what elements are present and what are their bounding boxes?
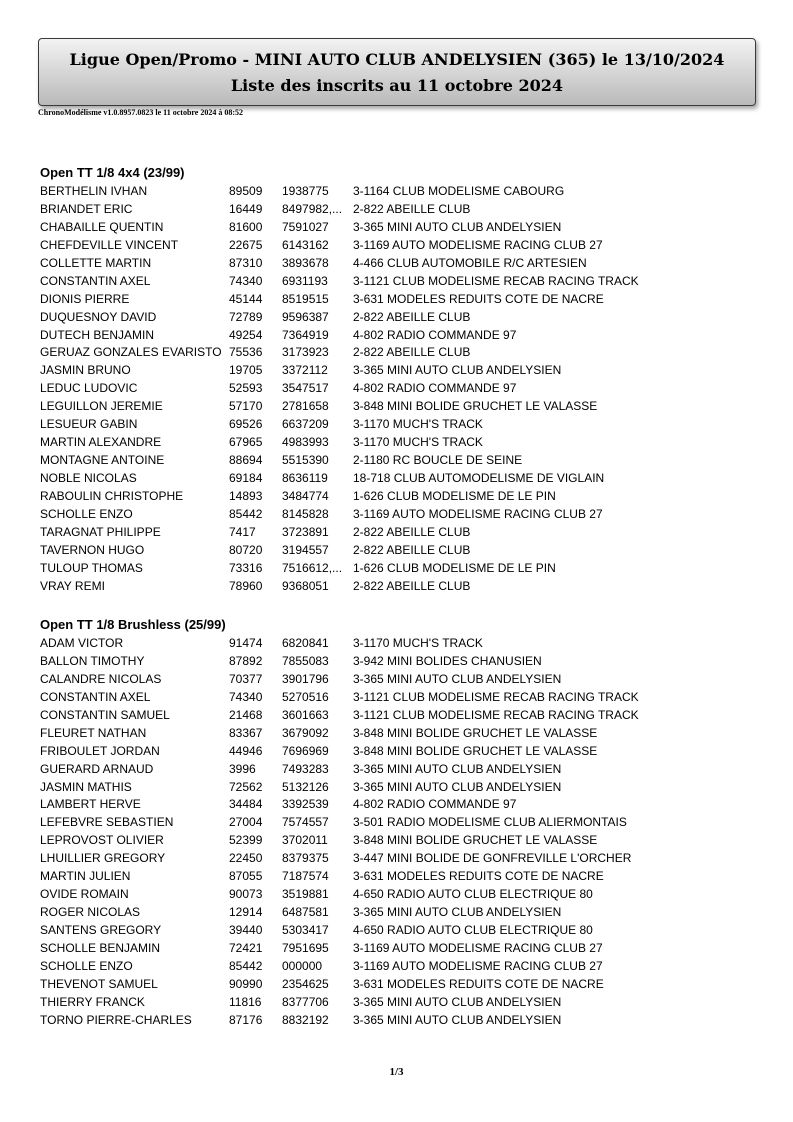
table-row — [40, 1011, 760, 1029]
driver-number: 49254 — [229, 327, 263, 342]
driver-name: LHUILLIER GREGORY — [40, 851, 166, 866]
event-title: Ligue Open/Promo - MINI AUTO CLUB ANDELYSIEN (365) le 13/10/2024 — [69, 50, 725, 69]
club-name: 3-848 MINI BOLIDE GRUCHET LE VALASSE — [353, 399, 598, 414]
driver-name: THEVENOT SAMUEL — [40, 976, 158, 991]
club-name: 1-626 CLUB MODELISME DE LE PIN — [353, 560, 556, 575]
licence-number: 2354625 — [282, 976, 329, 991]
table-row — [40, 541, 760, 559]
category-section — [40, 165, 760, 595]
driver-name: THIERRY FRANCK — [40, 994, 145, 1009]
licence-number: 6637209 — [282, 417, 329, 432]
driver-number: 80720 — [229, 542, 263, 557]
driver-name: TULOUP THOMAS — [40, 560, 143, 575]
driver-name: MARTIN JULIEN — [40, 869, 131, 884]
driver-name: FRIBOULET JORDAN — [40, 743, 160, 758]
driver-name: VRAY REMI — [40, 578, 105, 593]
club-name: 3-1170 MUCH'S TRACK — [353, 636, 483, 650]
club-name: 3-1121 CLUB MODELISME RECAB RACING TRACK — [353, 707, 639, 722]
licence-number: 3702011 — [282, 833, 328, 848]
driver-number: 73316 — [229, 560, 263, 575]
driver-name: MONTAGNE ANTOINE — [40, 453, 165, 468]
driver-number: 39440 — [229, 923, 263, 937]
table-row — [40, 559, 760, 577]
table-row — [40, 433, 760, 451]
table-row — [40, 415, 760, 433]
club-name: 4-466 CLUB AUTOMOBILE R/C ARTESIEN — [353, 255, 587, 270]
club-name: 4-802 RADIO COMMANDE 97 — [353, 381, 517, 396]
table-row — [40, 523, 760, 541]
licence-number: 3372112 — [282, 363, 328, 378]
licence-number: 2781658 — [282, 399, 329, 414]
table-row — [40, 326, 760, 344]
club-name: 3-365 MINI AUTO CLUB ANDELYSIEN — [353, 761, 562, 776]
club-name: 3-1169 AUTO MODELISME RACING CLUB 27 — [353, 940, 603, 955]
driver-name: CONSTANTIN AXEL — [40, 689, 151, 704]
table-row — [40, 957, 760, 975]
table-row — [40, 670, 760, 688]
licence-number: 4983993 — [282, 435, 329, 450]
driver-name: MARTIN ALEXANDRE — [40, 435, 162, 450]
club-name: 3-1121 CLUB MODELISME RECAB RACING TRACK — [353, 689, 639, 704]
category-title: Open TT 1/8 4x4 (23/99) — [40, 165, 185, 180]
club-name: 3-447 MINI BOLIDE DE GONFREVILLE L'ORCHER — [353, 851, 632, 866]
club-name: 2-822 ABEILLE CLUB — [353, 542, 471, 557]
table-row — [40, 652, 760, 670]
driver-number: 78960 — [229, 578, 263, 593]
driver-number: 52399 — [229, 833, 263, 848]
table-row — [40, 272, 760, 290]
table-row — [40, 505, 760, 523]
driver-number: 45144 — [229, 291, 263, 306]
licence-number: 8379375 — [282, 851, 329, 866]
driver-number: 75536 — [229, 345, 263, 360]
licence-number: 7516612,... — [282, 560, 343, 575]
driver-name: DUTECH BENJAMIN — [40, 327, 155, 342]
table-row — [40, 778, 760, 796]
driver-number: 90073 — [229, 887, 263, 902]
licence-number: 9368051 — [282, 578, 329, 593]
driver-name: SCHOLLE ENZO — [40, 958, 133, 973]
table-row — [40, 760, 760, 778]
club-name: 3-365 MINI AUTO CLUB ANDELYSIEN — [353, 671, 562, 686]
entry-list — [40, 634, 760, 1029]
licence-number: 5303417 — [282, 923, 329, 937]
club-name: 3-1169 AUTO MODELISME RACING CLUB 27 — [353, 237, 603, 252]
category-title: Open TT 1/8 Brushless (25/99) — [40, 617, 226, 632]
driver-number: 81600 — [229, 219, 263, 234]
licence-number: 3484774 — [282, 488, 329, 503]
driver-number: 12914 — [229, 905, 263, 920]
driver-name: SCHOLLE BENJAMIN — [40, 940, 161, 955]
table-row — [40, 469, 760, 487]
club-name: 3-1170 MUCH'S TRACK — [353, 435, 483, 450]
driver-number: 87176 — [229, 1012, 263, 1027]
table-row — [40, 939, 760, 957]
driver-name: LESUEUR GABIN — [40, 417, 138, 432]
driver-number: 85442 — [229, 506, 263, 521]
driver-name: CONSTANTIN SAMUEL — [40, 707, 170, 722]
club-name: 3-1164 CLUB MODELISME CABOURG — [353, 184, 565, 198]
driver-number: 83367 — [229, 725, 263, 740]
licence-number: 3547517 — [282, 381, 329, 396]
licence-number: 7591027 — [282, 219, 329, 234]
table-row — [40, 975, 760, 993]
driver-number: 22450 — [229, 851, 263, 866]
driver-number: 7417 — [229, 524, 256, 539]
driver-number: 44946 — [229, 743, 263, 758]
driver-number: 14893 — [229, 488, 263, 503]
driver-name: DUQUESNOY DAVID — [40, 309, 157, 324]
club-name: 4-802 RADIO COMMANDE 97 — [353, 327, 517, 342]
licence-number: 7187574 — [282, 869, 329, 884]
driver-number: 88694 — [229, 453, 263, 468]
table-row — [40, 236, 760, 254]
driver-number: 34484 — [229, 797, 263, 812]
table-row — [40, 993, 760, 1011]
driver-name: CALANDRE NICOLAS — [40, 671, 162, 686]
driver-name: NOBLE NICOLAS — [40, 471, 137, 485]
club-name: 3-1121 CLUB MODELISME RECAB RACING TRACK — [353, 273, 639, 288]
table-row — [40, 903, 760, 921]
driver-number: 21468 — [229, 707, 263, 722]
club-name: 3-848 MINI BOLIDE GRUCHET LE VALASSE — [353, 725, 598, 740]
driver-name: TAVERNON HUGO — [40, 542, 145, 557]
table-row — [40, 742, 760, 760]
table-row — [40, 487, 760, 505]
driver-number: 87892 — [229, 653, 263, 668]
club-name: 3-942 MINI BOLIDES CHANUSIEN — [353, 653, 542, 668]
page-number: 1/3 — [389, 1066, 404, 1078]
driver-name: JASMIN MATHIS — [40, 779, 132, 794]
club-name: 3-1169 AUTO MODELISME RACING CLUB 27 — [353, 958, 603, 973]
driver-number: 19705 — [229, 363, 263, 378]
driver-name: CONSTANTIN AXEL — [40, 273, 151, 288]
table-row — [40, 290, 760, 308]
licence-number: 3901796 — [282, 671, 329, 686]
category-section — [40, 617, 760, 1029]
driver-number: 22675 — [229, 237, 263, 252]
driver-number: 69526 — [229, 417, 263, 432]
driver-name: COLLETTE MARTIN — [40, 255, 152, 270]
club-name: 3-1170 MUCH'S TRACK — [353, 417, 483, 432]
driver-name: ADAM VICTOR — [40, 636, 124, 650]
table-row — [40, 254, 760, 272]
driver-name: LEDUC LUDOVIC — [40, 381, 138, 396]
table-row — [40, 308, 760, 326]
licence-number: 3392539 — [282, 797, 329, 812]
club-name: 2-822 ABEILLE CLUB — [353, 524, 471, 539]
table-row — [40, 343, 760, 361]
driver-name: GERUAZ GONZALES EVARISTO — [40, 345, 222, 360]
driver-name: LEGUILLON JEREMIE — [40, 399, 163, 414]
club-name: 3-365 MINI AUTO CLUB ANDELYSIEN — [353, 779, 562, 794]
club-name: 2-822 ABEILLE CLUB — [353, 345, 471, 360]
licence-number: 3601663 — [282, 707, 329, 722]
licence-number: 3194557 — [282, 542, 329, 557]
driver-name: FLEURET NATHAN — [40, 725, 147, 740]
driver-number: 74340 — [229, 689, 263, 704]
driver-number: 27004 — [229, 815, 263, 830]
club-name: 3-1169 AUTO MODELISME RACING CLUB 27 — [353, 506, 603, 521]
table-row — [40, 921, 760, 939]
driver-name: TARAGNAT PHILIPPE — [40, 524, 161, 539]
driver-name: LEPROVOST OLIVIER — [40, 833, 164, 848]
club-name: 4-802 RADIO COMMANDE 97 — [353, 797, 517, 812]
driver-name: BALLON TIMOTHY — [40, 653, 145, 668]
licence-number: 6487581 — [282, 905, 329, 920]
table-row — [40, 182, 760, 200]
driver-number: 16449 — [229, 201, 263, 216]
driver-number: 90990 — [229, 976, 263, 991]
club-name: 3-365 MINI AUTO CLUB ANDELYSIEN — [353, 905, 562, 920]
driver-name: CHEFDEVILLE VINCENT — [40, 237, 179, 252]
driver-number: 3996 — [229, 761, 256, 776]
club-name: 3-501 RADIO MODELISME CLUB ALIERMONTAIS — [353, 815, 627, 830]
driver-number: 52593 — [229, 381, 263, 396]
table-row — [40, 885, 760, 903]
driver-name: BRIANDET ERIC — [40, 201, 133, 216]
driver-number: 85442 — [229, 958, 263, 973]
driver-name: SANTENS GREGORY — [40, 923, 162, 937]
driver-number: 11816 — [229, 994, 262, 1009]
driver-number: 87055 — [229, 869, 263, 884]
driver-number: 57170 — [229, 399, 263, 414]
licence-number: 9596387 — [282, 309, 329, 324]
licence-number: 8145828 — [282, 506, 329, 521]
table-row — [40, 397, 760, 415]
club-name: 2-822 ABEILLE CLUB — [353, 309, 471, 324]
table-row — [40, 724, 760, 742]
table-row — [40, 795, 760, 813]
club-name: 2-1180 RC BOUCLE DE SEINE — [353, 453, 523, 468]
driver-name: DIONIS PIERRE — [40, 291, 130, 306]
licence-number: 3519881 — [282, 887, 329, 902]
licence-number: 5270516 — [282, 689, 329, 704]
club-name: 3-365 MINI AUTO CLUB ANDELYSIEN — [353, 219, 562, 234]
driver-number: 74340 — [229, 273, 263, 288]
licence-number: 000000 — [282, 958, 323, 973]
club-name: 3-365 MINI AUTO CLUB ANDELYSIEN — [353, 363, 562, 378]
table-row — [40, 634, 760, 652]
driver-number: 89509 — [229, 184, 263, 198]
table-row — [40, 849, 760, 867]
licence-number: 7364919 — [282, 327, 329, 342]
entry-list — [40, 182, 760, 595]
driver-name: CHABAILLE QUENTIN — [40, 219, 164, 234]
licence-number: 8497982,... — [282, 201, 343, 216]
club-name: 3-365 MINI AUTO CLUB ANDELYSIEN — [353, 994, 562, 1009]
club-name: 2-822 ABEILLE CLUB — [353, 578, 471, 593]
licence-number: 7855083 — [282, 653, 329, 668]
driver-number: 67965 — [229, 435, 263, 450]
software-version: ChronoModélisme v1.0.8957.0823 le 11 octobre 2024 à 08:52 — [38, 108, 244, 117]
licence-number: 6931193 — [282, 273, 328, 288]
driver-number: 69184 — [229, 471, 263, 485]
table-row — [40, 218, 760, 236]
driver-name: LAMBERT HERVE — [40, 797, 141, 812]
club-name: 3-848 MINI BOLIDE GRUCHET LE VALASSE — [353, 833, 598, 848]
driver-name: OVIDE ROMAIN — [40, 887, 129, 902]
table-row — [40, 577, 760, 595]
driver-name: ROGER NICOLAS — [40, 905, 141, 920]
driver-name: RABOULIN CHRISTOPHE — [40, 488, 184, 503]
driver-number: 72789 — [229, 309, 263, 324]
table-row — [40, 867, 760, 885]
table-row — [40, 706, 760, 724]
licence-number: 3893678 — [282, 255, 329, 270]
table-row — [40, 688, 760, 706]
licence-number: 3679092 — [282, 725, 329, 740]
licence-number: 6820841 — [282, 636, 329, 650]
page-header — [38, 38, 756, 106]
club-name: 3-848 MINI BOLIDE GRUCHET LE VALASSE — [353, 743, 598, 758]
driver-name: SCHOLLE ENZO — [40, 506, 133, 521]
table-row — [40, 813, 760, 831]
licence-number: 1938775 — [282, 184, 329, 198]
table-row — [40, 361, 760, 379]
licence-number: 8636119 — [282, 471, 328, 485]
licence-number: 7493283 — [282, 761, 329, 776]
driver-name: TORNO PIERRE-CHARLES — [40, 1012, 192, 1027]
driver-number: 72421 — [229, 940, 263, 955]
table-row — [40, 831, 760, 849]
licence-number: 7951695 — [282, 940, 329, 955]
table-row — [40, 451, 760, 469]
list-subtitle: Liste des inscrits au 11 octobre 2024 — [230, 76, 564, 95]
licence-number: 8519515 — [282, 291, 329, 306]
club-name: 2-822 ABEILLE CLUB — [353, 201, 471, 216]
driver-number: 91474 — [229, 636, 263, 650]
driver-name: LEFEBVRE SEBASTIEN — [40, 815, 174, 830]
club-name: 18-718 CLUB AUTOMODELISME DE VIGLAIN — [353, 471, 605, 485]
licence-number: 8832192 — [282, 1012, 329, 1027]
driver-number: 72562 — [229, 779, 263, 794]
driver-name: BERTHELIN IVHAN — [40, 184, 148, 198]
licence-number: 3723891 — [282, 524, 329, 539]
licence-number: 3173923 — [282, 345, 329, 360]
club-name: 3-365 MINI AUTO CLUB ANDELYSIEN — [353, 1012, 562, 1027]
club-name: 1-626 CLUB MODELISME DE LE PIN — [353, 488, 556, 503]
driver-number: 70377 — [229, 671, 263, 686]
club-name: 3-631 MODELES REDUITS COTE DE NACRE — [353, 291, 604, 306]
table-row — [40, 379, 760, 397]
table-row — [40, 200, 760, 218]
licence-number: 7574557 — [282, 815, 329, 830]
licence-number: 6143162 — [282, 237, 329, 252]
licence-number: 5132126 — [282, 779, 329, 794]
licence-number: 5515390 — [282, 453, 329, 468]
driver-name: JASMIN BRUNO — [40, 363, 131, 378]
driver-number: 87310 — [229, 255, 263, 270]
club-name: 4-650 RADIO AUTO CLUB ELECTRIQUE 80 — [353, 923, 593, 937]
club-name: 3-631 MODELES REDUITS COTE DE NACRE — [353, 869, 604, 884]
club-name: 4-650 RADIO AUTO CLUB ELECTRIQUE 80 — [353, 887, 593, 902]
licence-number: 7696969 — [282, 743, 329, 758]
driver-name: GUERARD ARNAUD — [40, 761, 154, 776]
club-name: 3-631 MODELES REDUITS COTE DE NACRE — [353, 976, 604, 991]
licence-number: 8377706 — [282, 994, 329, 1009]
